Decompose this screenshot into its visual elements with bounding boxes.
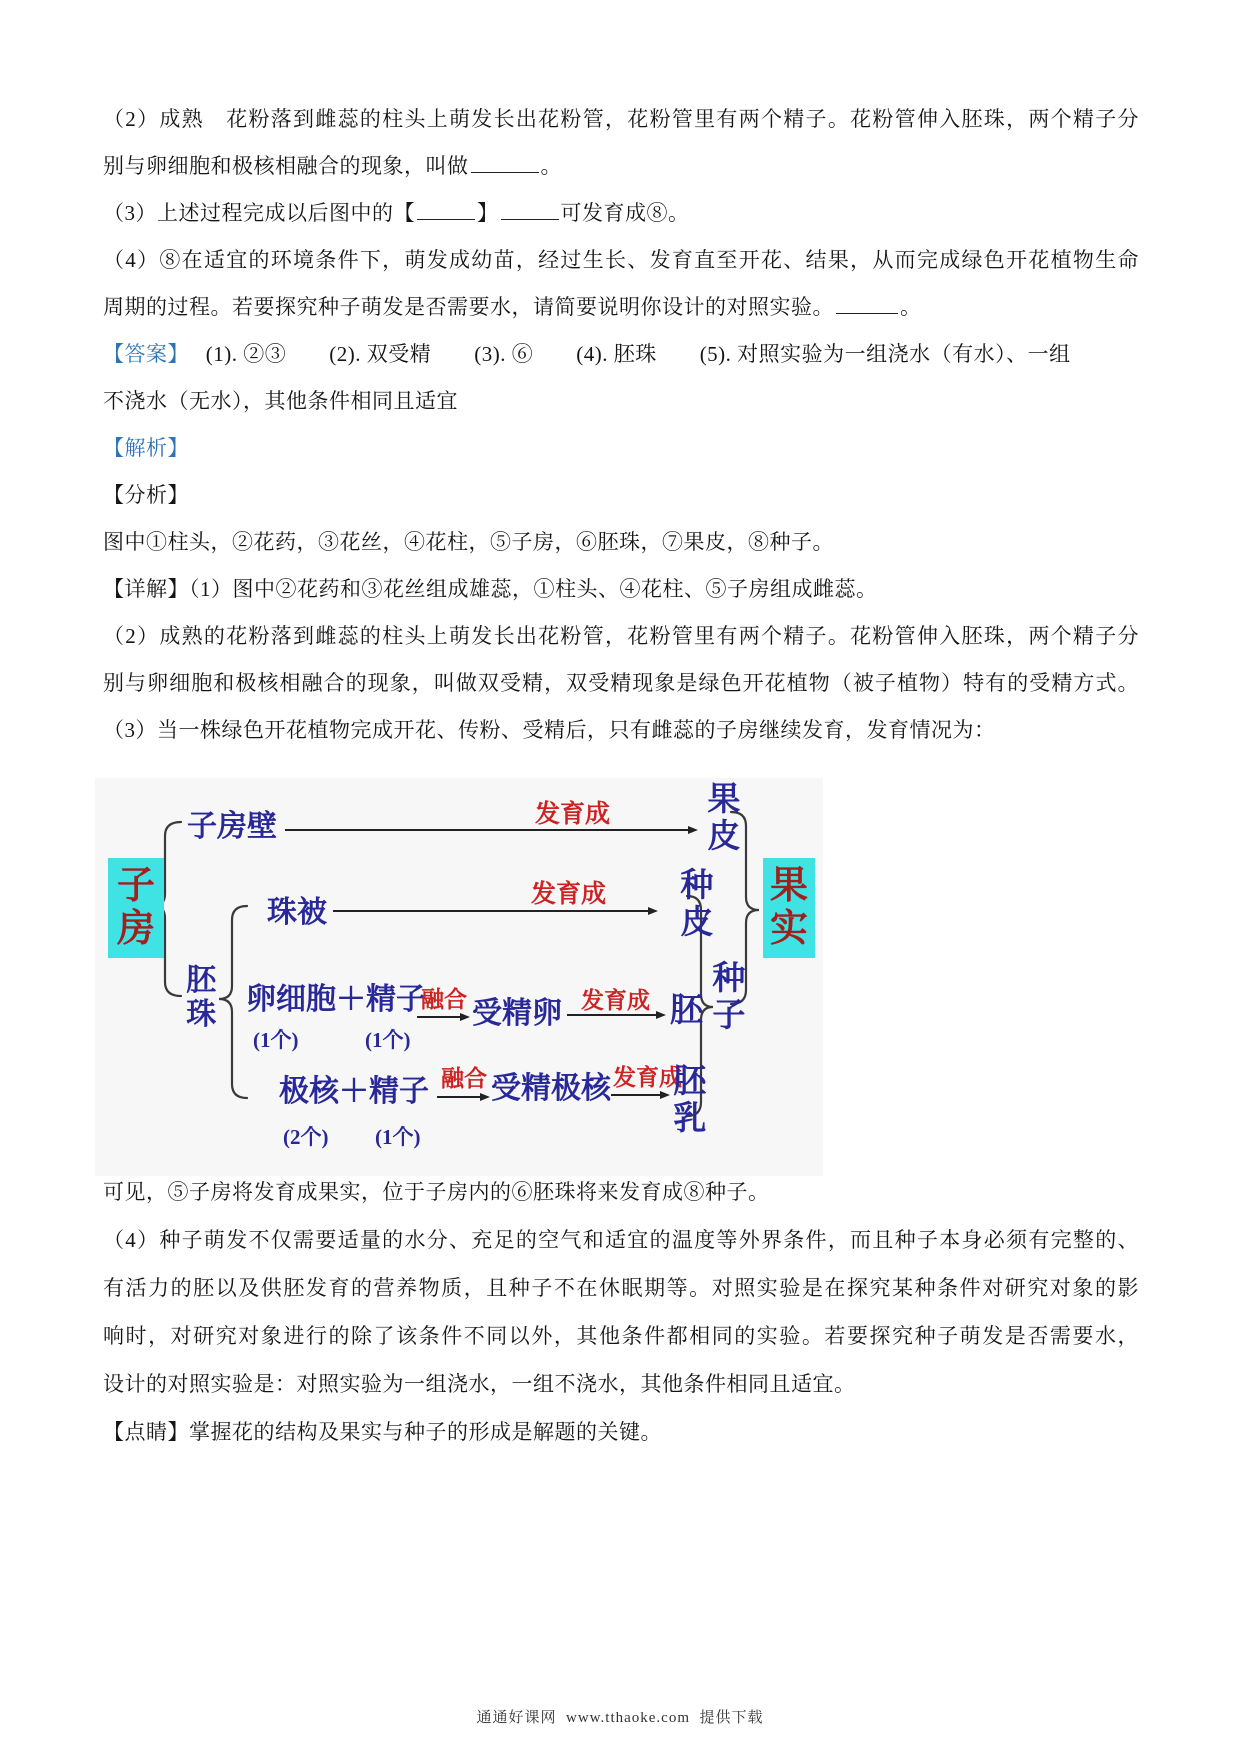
text-segment: （3）当一株绿色开花植物完成开花、传粉、受精后，只有雌蕊的子房继续发育，发育情况为： — [103, 718, 996, 742]
sperm-count-label-a: (1个) — [365, 1028, 411, 1052]
ovule-brace — [219, 906, 247, 1098]
fruit-highlight-box — [763, 858, 815, 958]
embryo-label: 胚 — [670, 993, 703, 1029]
answer-explanation-text-bottom — [103, 1168, 1139, 1456]
text-segment: 不浇水（无水），其他条件相同且适宜 — [103, 389, 458, 413]
text-line — [103, 96, 1139, 143]
polar-count-label: (2个) — [283, 1125, 329, 1149]
develop-label-2: 发育成 — [531, 881, 607, 908]
text-line — [103, 1408, 1139, 1456]
text-segment: 可发育成⑧。 — [560, 201, 690, 225]
polar-sperm-label: 极核＋精子 — [279, 1075, 429, 1108]
site-footer: 通通好课网 www.tthaoke.com 提供下载 — [476, 1710, 764, 1726]
text-segment: （2）成熟的花粉落到雌蕊的柱头上萌发长出花粉管，花粉管里有两个精子。花粉管伸入胚珠，两个精子分 — [103, 624, 1139, 648]
seed-coat-label: 种皮 — [680, 868, 714, 941]
text-line — [103, 1312, 1139, 1360]
seed-label: 种子 — [712, 961, 746, 1034]
text-line — [103, 425, 1139, 472]
ovary-wall-label: 子房壁 — [187, 810, 277, 843]
blank-underline — [836, 292, 898, 314]
text-line — [103, 190, 1139, 237]
arrow-fuse-zygote — [417, 1016, 461, 1018]
integument-label: 珠被 — [267, 896, 327, 929]
text-segment: 【解析】 — [103, 436, 189, 460]
text-line — [103, 237, 1139, 284]
text-line — [103, 143, 1139, 190]
text-segment: (1). ②③ (2). 双受精 (3). ⑥ (4). 胚珠 (5). 对照实验为一组浇水（有水）、一组 — [178, 342, 1071, 366]
arrow-zygote-embryo — [567, 1014, 657, 1016]
develop-label-4: 发育成 — [613, 1065, 682, 1090]
ovary-development-diagram — [95, 778, 823, 1176]
text-line — [103, 1168, 1139, 1216]
develop-label-3: 发育成 — [581, 988, 650, 1013]
text-line — [103, 1264, 1139, 1312]
text-segment: 【点睛】掌握花的结构及果实与种子的形成是解题的关键。 — [103, 1420, 662, 1444]
text-segment: 。 — [540, 154, 562, 178]
text-line — [103, 1360, 1139, 1408]
text-line — [103, 378, 1139, 425]
text-segment: 图中①柱头，②花药，③花丝，④花柱，⑤子房，⑥胚珠，⑦果皮，⑧种子。 — [103, 530, 834, 554]
endosperm-label: 胚乳 — [673, 1064, 707, 1137]
text-segment: 【详解】（1）图中②花药和③花丝组成雄蕊，①柱头、④花柱、⑤子房组成雌蕊。 — [103, 577, 878, 601]
ovary-label: 子房 — [116, 865, 155, 950]
text-line — [103, 1216, 1139, 1264]
text-segment: 。 — [900, 295, 922, 319]
fruit-label: 果实 — [769, 865, 808, 950]
text-segment: （4）⑧在适宜的环境条件下，萌发成幼苗，经过生长、发育直至开花、结果，从而完成绿色开花植物生命 — [103, 248, 1139, 272]
zygote-label: 受精卵 — [472, 997, 562, 1030]
text-segment: 【分析】 — [103, 483, 189, 507]
sperm-count-label-b: (1个) — [375, 1125, 421, 1149]
text-line — [103, 284, 1139, 331]
text-segment: 响时，对研究对象进行的除了该条件不同以外，其他条件都相同的实验。若要探究种子萌发是否需要水， — [103, 1324, 1139, 1348]
text-segment: （2）成熟 花粉落到雌蕊的柱头上萌发长出花粉管，花粉管里有两个精子。花粉管伸入胚珠，两个精子分 — [103, 107, 1139, 131]
text-segment: 设计的对照实验是：对照实验为一组浇水，一组不浇水，其他条件相同且适宜。 — [103, 1372, 856, 1396]
ovary-highlight-box — [108, 858, 164, 958]
text-segment: 】 — [477, 201, 499, 225]
arrow-integument-seedcoat — [333, 910, 649, 912]
blank-underline — [471, 151, 539, 173]
answer-explanation-text-top — [103, 96, 1139, 754]
text-line — [103, 566, 1139, 613]
fuse-label-2: 融合 — [441, 1066, 487, 1091]
arrow-ovarywall-pericarp — [285, 829, 689, 831]
text-segment: （3）上述过程完成以后图中的【 — [103, 201, 415, 225]
text-line — [103, 331, 1139, 378]
arrow-fuse-fertpolar — [437, 1096, 481, 1098]
text-segment: 可见，⑤子房将发育成果实，位于子房内的⑥胚珠将来发育成⑧种子。 — [103, 1180, 770, 1204]
text-segment: 别与卵细胞和极核相融合的现象，叫做双受精，双受精现象是绿色开花植物（被子植物）特有的受精方式。 — [103, 671, 1139, 695]
text-segment: （4）种子萌发不仅需要适量的水分、充足的空气和适宜的温度等外界条件，而且种子本身必须有完整的、 — [103, 1228, 1139, 1252]
pericarp-label: 果皮 — [707, 782, 741, 855]
fertilized-polar-label: 受精极核 — [491, 1072, 611, 1105]
egg-sperm-label: 卵细胞＋精子 — [246, 983, 426, 1016]
ovule-label: 胚珠 — [186, 964, 217, 1031]
text-line — [103, 660, 1139, 707]
text-segment: 别与卵细胞和极核相融合的现象，叫做 — [103, 154, 469, 178]
blank-underline — [501, 198, 559, 220]
develop-label-1: 发育成 — [535, 801, 611, 828]
text-line — [103, 707, 1139, 754]
text-segment: 有活力的胚以及供胚发育的营养物质，且种子不在休眠期等。对照实验是在探究某种条件对研究对象的影 — [103, 1276, 1139, 1300]
egg-count-label: (1个) — [253, 1028, 299, 1052]
text-segment: 【答案】 — [103, 342, 179, 366]
text-line — [103, 519, 1139, 566]
text-line — [103, 472, 1139, 519]
text-line — [103, 613, 1139, 660]
fuse-label-1: 融合 — [421, 987, 467, 1012]
text-segment: 周期的过程。若要探究种子萌发是否需要水，请简要说明你设计的对照实验。 — [103, 295, 834, 319]
arrow-fertpolar-endosperm — [611, 1094, 661, 1096]
blank-underline — [417, 198, 475, 220]
